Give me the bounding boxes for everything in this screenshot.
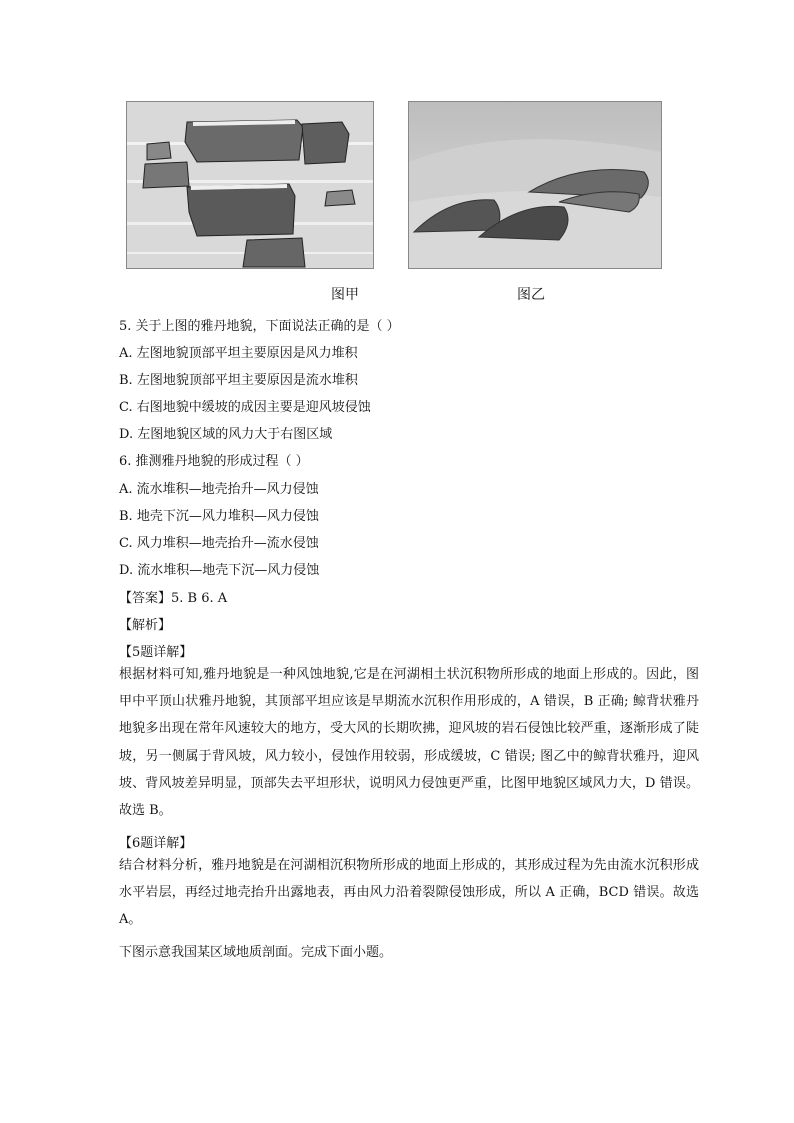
whaleback-yardang-icon [409,102,661,268]
question-6-option-d: D. 流水堆积—地壳下沉—风力侵蚀 [119,563,320,578]
detail-5-text: 根据材料可知,雅丹地貌是一种风蚀地貌,它是在河湖相土状沉积物所形成的地面上形成的。因此，图甲中平顶山状雅丹地貌，其顶部平坦应该是早期流水沉积作用形成的，A 错误，B 正确; 鲸背状雅丹地貌多出现在常年风速较大的地方，受大风的长期吹拂，迎风坡的岩石侵蚀比较严重，逐渐形成了陡坡，另一侧属于背风坡，风力较小，侵蚀作用较弱，形成缓坡，C 错误; 图乙中的鲸背状雅丹，迎风坡、背风坡差异明显，顶部失去平坦形状，说明风力侵蚀更严重，比图甲地貌区域风力大，D 错误。故选 B。 [119,667,699,819]
detail-6-text: 结合材料分析，雅丹地貌是在河湖相沉积物所形成的地面上形成的，其形成过程为先由流水沉积形成水平岩层，再经过地壳抬升出露地表，再由风力沿着裂隙侵蚀形成，所以 A 正确，BCD 错误。故选 A。 [119,858,699,928]
question-6-option-a: A. 流水堆积—地壳抬升—风力侵蚀 [119,482,319,497]
answer-line: 【答案】5. B 6. A [119,591,228,606]
question-5-option-a: A. 左图地貌顶部平坦主要原因是风力堆积 [119,346,358,361]
figure-yi-caption: 图乙 [517,287,545,303]
analysis-label: 【解析】 [119,618,172,633]
next-question-intro: 下图示意我国某区域地质剖面。完成下面小题。 [119,945,393,960]
figure-yi-image [408,101,662,269]
question-5-option-c: C. 右图地貌中缓坡的成因主要是迎风坡侵蚀 [119,400,371,415]
question-6-stem: 6. 推测雅丹地貌的形成过程（ ） [119,454,309,469]
question-6-option-b: B. 地壳下沉—风力堆积—风力侵蚀 [119,509,319,524]
question-5-stem: 5. 关于上图的雅丹地貌，下面说法正确的是（ ） [119,319,400,334]
question-5-option-d: D. 左图地貌区域的风力大于右图区域 [119,427,333,442]
figure-jia-image [126,101,374,269]
yardang-flat-top-icon [127,102,373,268]
figure-jia-caption: 图甲 [331,287,359,303]
question-5-option-b: B. 左图地貌顶部平坦主要原因是流水堆积 [119,373,358,388]
question-6-option-c: C. 风力堆积—地壳抬升—流水侵蚀 [119,536,319,551]
detail-6-title: 【6题详解】 [119,836,193,851]
detail-5-title: 【5题详解】 [119,645,193,660]
